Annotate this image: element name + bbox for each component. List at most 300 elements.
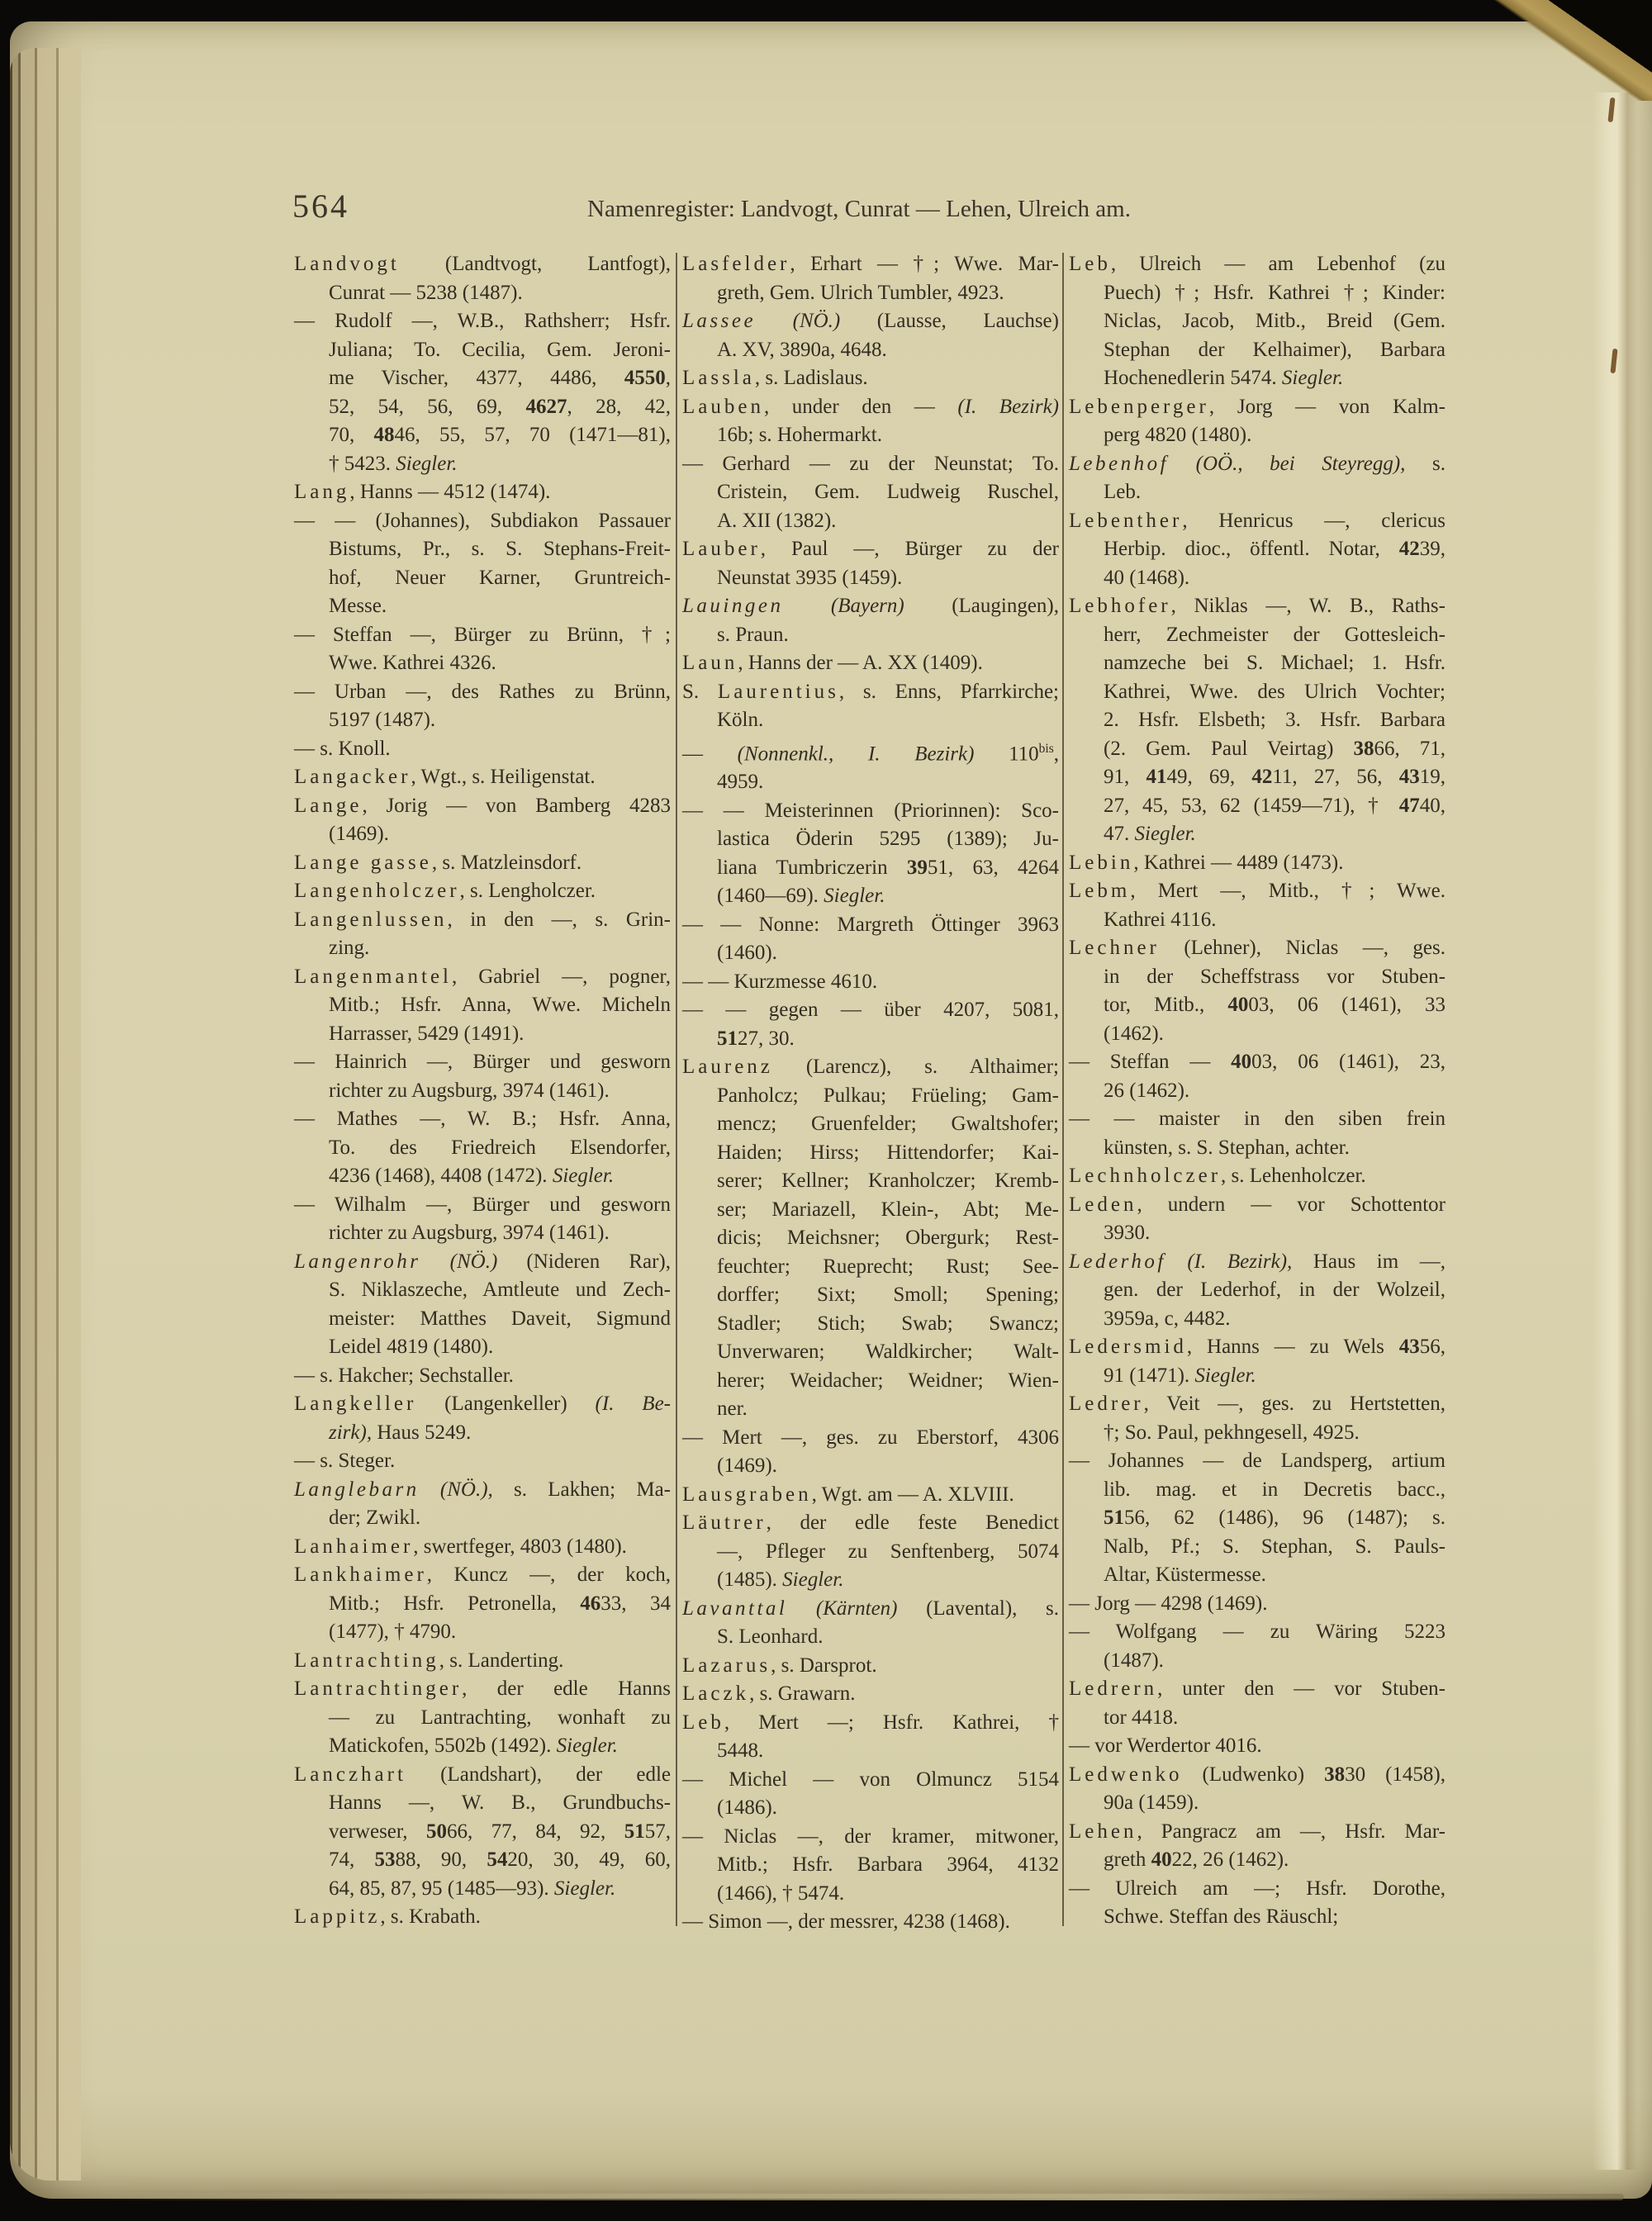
index-line [682, 768, 1059, 797]
text-segment: , Kathrei — 4489 (1473). [1133, 851, 1344, 874]
index-line [1069, 621, 1446, 650]
text-segment: 4550 [624, 367, 666, 389]
text-segment: , in den —, s. Grin- [447, 908, 671, 931]
text-segment: — Johannes — de Landsperg, artium [1069, 1450, 1446, 1472]
text-segment: (Bayern) [783, 595, 904, 617]
text-segment: Siegler. [1281, 367, 1344, 389]
text-segment: (I. Be- [595, 1393, 672, 1415]
text-segment: — s. Hakcher; Sechstaller. [294, 1364, 514, 1387]
index-entry [682, 678, 1059, 735]
text-segment: 52, 54, 56, 69, [329, 395, 526, 418]
text-segment: (1460). [717, 942, 777, 965]
index-line [1069, 1077, 1446, 1106]
text-segment: Ledrer [1069, 1393, 1144, 1415]
page-number: 564 [292, 187, 349, 225]
index-line [682, 1025, 1059, 1054]
text-segment: Wwe. Kathrei 4326. [329, 652, 496, 674]
text-segment: Juliana; To. Cecilia, Gem. Jeroni- [329, 338, 671, 361]
text-segment: (Ludwenko) [1182, 1763, 1325, 1786]
text-segment: (NÖ.), [419, 1478, 493, 1501]
index-line [1069, 1390, 1446, 1419]
photo-dark-background-top [0, 0, 1652, 22]
text-segment: (1466), † 5474. [717, 1882, 845, 1905]
index-line [1069, 1704, 1446, 1733]
index-entry [294, 1476, 671, 1533]
index-line [294, 649, 671, 678]
text-segment: Siegler. [556, 1735, 618, 1757]
text-segment: 38 [1353, 737, 1374, 760]
text-segment: — — gegen — über 4207, 5081, [682, 999, 1059, 1022]
text-segment: , Kuncz —, der koch, [426, 1564, 671, 1586]
text-segment: 66, 77, 84, 92, [446, 1820, 624, 1843]
text-segment: Messe. [329, 595, 387, 617]
text-segment: 53 [374, 1848, 396, 1871]
text-segment: Köln. [717, 709, 764, 731]
text-segment: , swertfeger, 4803 (1480). [413, 1535, 627, 1558]
text-segment: Cristein, Gem. Ludweig Ruschel, [717, 481, 1059, 503]
text-segment: (NÖ.) [420, 1250, 498, 1273]
index-line [294, 1846, 671, 1875]
text-segment: — Hainrich —, Bürger und gesworn [294, 1051, 671, 1073]
text-segment: Lassla [682, 367, 755, 389]
text-segment: feuchter; Rueprecht; Rust; See- [717, 1255, 1059, 1278]
index-line [682, 1595, 1059, 1624]
text-segment: Leb [682, 1711, 724, 1734]
text-segment: 4236 (1468), 4408 (1472). [329, 1165, 553, 1187]
text-segment: Unverwaren; Waldkircher; Walt- [717, 1341, 1059, 1364]
text-segment: Ledersmid [1069, 1336, 1187, 1358]
index-line [1069, 307, 1446, 336]
text-segment: , s. Grawarn. [749, 1682, 856, 1706]
text-segment: 56, 62 (1486), 96 (1487); s. [1124, 1507, 1446, 1529]
index-line [294, 250, 671, 279]
text-segment: — — maister in den siben frein [1069, 1108, 1446, 1130]
index-line [294, 735, 671, 764]
index-line [682, 621, 1059, 650]
text-segment: , Veit —, ges. zu Hertstetten, [1143, 1393, 1446, 1415]
text-segment: A. XII (1382). [717, 509, 837, 532]
index-line [294, 1704, 671, 1733]
text-segment: , s. Landerting. [439, 1649, 564, 1672]
index-line [294, 1447, 671, 1476]
text-segment: , Mert —; Hsfr. Kathrei, † [724, 1711, 1059, 1734]
text-segment: Ledwenko [1069, 1763, 1183, 1786]
index-line [1069, 1675, 1446, 1704]
index-line [294, 336, 671, 365]
index-line [294, 307, 671, 336]
page-stack-edges [10, 48, 81, 2181]
text-segment: , der edle Hanns [462, 1678, 671, 1700]
index-entry [294, 735, 671, 764]
index-line [1069, 592, 1446, 621]
index-line [294, 1048, 671, 1077]
index-line [1069, 1618, 1446, 1647]
text-segment: — Gerhard — zu der Neunstat; To. [682, 452, 1059, 475]
index-line [682, 1908, 1059, 1937]
text-segment: , Paul —, Bürger zu der [760, 538, 1059, 560]
index-line [682, 678, 1059, 707]
text-segment: — — (Johannes), Subdiakon Passauer [294, 509, 671, 532]
index-entry [1069, 1048, 1446, 1105]
text-segment: 91, [1104, 766, 1146, 788]
index-entry [294, 1248, 671, 1362]
text-segment: , s. Ladislaus. [754, 367, 868, 389]
index-entry [682, 1424, 1059, 1481]
text-segment: Langenrohr [294, 1250, 421, 1273]
text-segment: perg 4820 (1480). [1104, 424, 1252, 446]
text-segment: , Jorg — von Kalm- [1208, 395, 1446, 418]
text-segment: — — Kurzmesse 4610. [682, 970, 878, 993]
index-line [294, 706, 671, 735]
text-segment: Puech) †; Hsfr. Kathrei †; Kinder: [1104, 281, 1446, 304]
text-segment: — [682, 742, 738, 765]
index-line [294, 1818, 671, 1847]
text-segment: , Ulreich — am Lebenhof (zu [1110, 253, 1446, 275]
text-segment: 4959. [717, 771, 764, 794]
text-segment: , [665, 367, 671, 389]
index-line [682, 1281, 1059, 1310]
index-line [294, 1675, 671, 1704]
index-entry [294, 877, 671, 906]
text-segment: Leden [1069, 1193, 1137, 1216]
text-segment: 51 [624, 1820, 645, 1843]
index-line [682, 939, 1059, 968]
index-line [1069, 393, 1446, 422]
text-segment: Mitb.; Hsfr. Petronella, [329, 1592, 581, 1615]
index-line [294, 1903, 671, 1932]
index-line [682, 996, 1059, 1025]
text-segment: (Kärnten) [787, 1597, 898, 1620]
index-line [1069, 1305, 1446, 1334]
text-segment: Lazarus [682, 1654, 771, 1677]
text-segment: 57, [644, 1820, 671, 1843]
text-segment: Lappitz [294, 1905, 381, 1928]
text-segment: 48 [373, 424, 395, 446]
text-segment: (2. Gem. Paul Veirtag) [1104, 737, 1354, 760]
text-segment: Siegler. [824, 885, 885, 908]
index-entry [294, 307, 671, 478]
text-segment: Lechnholczer [1069, 1165, 1222, 1187]
index-entry [294, 1191, 671, 1248]
index-entry [682, 592, 1059, 649]
index-line [294, 1077, 671, 1106]
index-line [294, 1305, 671, 1334]
index-line [682, 649, 1059, 678]
index-line [682, 1794, 1059, 1823]
index-line [1069, 1533, 1446, 1562]
text-segment: 43 [1398, 766, 1420, 788]
index-entry [1069, 1675, 1446, 1732]
text-segment: 41 [1146, 766, 1167, 788]
index-line [294, 621, 671, 650]
text-segment: — Niclas —, der kramer, mitwoner, [682, 1825, 1059, 1848]
index-line [1069, 1818, 1446, 1847]
index-line [294, 963, 671, 992]
index-entry [294, 1647, 671, 1676]
index-line [294, 991, 671, 1020]
index-line [682, 393, 1059, 422]
index-entry [294, 792, 671, 849]
index-line [1069, 934, 1446, 963]
text-segment: Neunstat 3935 (1459). [717, 566, 903, 589]
index-line [1069, 877, 1446, 906]
index-entry [294, 849, 671, 878]
index-entry [1069, 1875, 1446, 1932]
index-entry [1069, 1248, 1446, 1334]
index-entry [682, 1766, 1059, 1823]
index-column-1 [294, 250, 671, 1932]
index-line [682, 882, 1059, 911]
binding-crease [1593, 93, 1637, 2170]
index-entry [1069, 1447, 1446, 1590]
text-segment: lastica Öderin 5295 (1389); Ju- [717, 828, 1059, 851]
text-segment: Läutrer [682, 1512, 767, 1535]
text-segment: (Landtvogt, Lantfogt), [399, 253, 671, 275]
text-segment: Ledrern [1069, 1678, 1158, 1700]
text-segment: Haiden; Hirss; Hittendorfer; Kai- [717, 1141, 1059, 1164]
index-line [1069, 1903, 1446, 1932]
text-segment: — vor Werdertor 4016. [1069, 1735, 1262, 1757]
text-segment: Laczk [682, 1682, 750, 1706]
index-line [294, 1219, 671, 1248]
text-segment: Lehen [1069, 1820, 1137, 1843]
text-segment: 40 [1151, 1848, 1172, 1871]
text-segment: Cunrat — 5238 (1487). [329, 281, 523, 304]
text-segment: Siegler. [552, 1165, 615, 1187]
text-segment: 19, [1419, 766, 1446, 788]
text-segment: 03, 06 (1461), 23, [1251, 1051, 1446, 1073]
text-segment: — s. Knoll. [294, 737, 391, 760]
index-line [1069, 820, 1446, 849]
index-entry [682, 1652, 1059, 1681]
index-line [1069, 849, 1446, 878]
text-segment: Lankhaimer [294, 1564, 427, 1586]
index-line [1069, 991, 1446, 1020]
text-segment: 42 [1398, 538, 1420, 560]
text-segment: 110 [974, 742, 1039, 765]
text-segment: meister: Matthes Daveit, Sigmund [329, 1307, 671, 1330]
text-segment: me Vischer, 4377, 4486, [329, 367, 624, 389]
text-segment: greth, Gem. Ulrich Tumbler, 4923. [717, 281, 1004, 304]
text-segment: — Steffan —, Bürger zu Brünn, †; [294, 623, 671, 646]
text-segment: , 28, 42, [567, 395, 671, 418]
text-segment: Lebin [1069, 851, 1134, 874]
index-line [1069, 1276, 1446, 1305]
index-line [682, 1509, 1059, 1538]
text-segment: Lanczhart [294, 1763, 406, 1786]
text-segment: To. des Friedreich Elsendorfer, [329, 1136, 671, 1159]
text-segment: 22, 26 (1462). [1171, 1848, 1289, 1871]
text-segment: (I. Bezirk) [957, 395, 1059, 418]
index-line [682, 1652, 1059, 1681]
text-segment: Langacker [294, 766, 411, 788]
text-segment: 27, 30. [738, 1027, 795, 1050]
text-segment: Lange gasse [294, 851, 432, 874]
index-line [294, 1020, 671, 1049]
index-line [294, 1105, 671, 1134]
text-segment: Leb. [1104, 481, 1142, 503]
index-line [1069, 1875, 1446, 1904]
text-segment: Lederhof [1069, 1250, 1166, 1273]
index-line [294, 279, 671, 308]
index-entry [1069, 250, 1446, 393]
index-entry [682, 1509, 1059, 1595]
text-segment: (1469). [717, 1455, 777, 1478]
index-entry [682, 968, 1059, 997]
text-segment: lib. mag. et in Decretis bacc., [1104, 1478, 1446, 1501]
index-line [682, 1680, 1059, 1709]
index-line [1069, 649, 1446, 678]
index-line [1069, 336, 1446, 365]
text-segment: Siegler. [553, 1877, 616, 1900]
text-segment: Bistums, Pr., s. S. Stephans-Freit- [329, 538, 671, 560]
index-line [294, 393, 671, 422]
index-line [682, 1623, 1059, 1652]
index-line [294, 1162, 671, 1191]
text-segment: , s. Krabath. [380, 1905, 481, 1928]
text-segment: 47 [1398, 794, 1420, 817]
index-entry [1069, 1191, 1446, 1248]
text-segment: Harrasser, 5429 (1491). [329, 1022, 525, 1045]
text-segment: Siegler. [1134, 823, 1196, 845]
index-line [1069, 1732, 1446, 1761]
text-segment: Langenlussen [294, 908, 448, 931]
index-entry [682, 1053, 1059, 1424]
index-line [1069, 1447, 1446, 1476]
index-entry [1069, 592, 1446, 849]
text-segment: †; So. Paul, pekhngesell, 4925. [1104, 1421, 1360, 1444]
text-segment: tor 4418. [1104, 1706, 1179, 1729]
text-segment: , under den — [763, 395, 958, 418]
index-line [1069, 1048, 1446, 1077]
text-segment: S. [682, 680, 718, 703]
index-line [682, 825, 1059, 854]
index-line [1069, 763, 1446, 792]
text-segment: Nalb, Pf.; S. Stephan, S. Pauls- [1104, 1535, 1446, 1558]
index-line [1069, 450, 1446, 479]
text-segment: , Hanns — zu Wels [1186, 1336, 1399, 1358]
index-line [682, 1167, 1059, 1196]
text-segment: , s. Lehenholczer. [1221, 1165, 1366, 1187]
index-line [1069, 564, 1446, 593]
text-segment: (I. Bezirk), [1165, 1250, 1293, 1273]
index-line [294, 1647, 671, 1676]
index-entry [1069, 1761, 1446, 1818]
index-line [294, 1789, 671, 1818]
page-bottom-edge [74, 2194, 1624, 2200]
text-segment: Lasfelder [682, 253, 790, 275]
text-segment: Leidel 4819 (1480). [329, 1336, 494, 1358]
index-entry [294, 1362, 671, 1391]
text-segment: Lebm [1069, 880, 1131, 902]
text-segment: Niclas, Jacob, Mitb., Breid (Gem. [1104, 310, 1446, 332]
index-entry [682, 996, 1059, 1053]
index-line [1069, 507, 1446, 536]
index-line [294, 592, 671, 621]
text-segment: Lauber [682, 538, 761, 560]
text-segment: der; Zwikl. [329, 1507, 421, 1529]
text-segment: — Urban —, des Rathes zu Brünn, [294, 680, 671, 703]
index-entry [1069, 1390, 1446, 1447]
index-entry [294, 478, 671, 507]
text-segment: Mitb.; Hsfr. Anna, Wwe. Micheln [329, 994, 671, 1016]
text-segment: Lang [294, 481, 350, 503]
text-segment: , s. Enns, Pfarrkirche; [838, 680, 1059, 703]
text-segment: Lebenther [1069, 509, 1183, 532]
text-segment: 90a (1459). [1104, 1792, 1199, 1814]
text-segment: , undern — vor Schottentor [1137, 1193, 1446, 1216]
text-segment: , Pangracz am —, Hsfr. Mar- [1137, 1820, 1446, 1843]
index-line [682, 1338, 1059, 1367]
index-line [682, 250, 1059, 279]
index-entry [682, 1481, 1059, 1510]
text-segment: 39, [1419, 538, 1446, 560]
index-line [294, 564, 671, 593]
index-entry [1069, 877, 1446, 934]
index-line [294, 1561, 671, 1590]
text-segment: tor, Mitb., [1104, 994, 1228, 1016]
text-segment: (NÖ.) [756, 310, 841, 332]
text-segment: (Landshart), der edle [406, 1763, 671, 1786]
index-entry [1069, 1105, 1446, 1162]
text-segment: — Jorg — 4298 (1469). [1069, 1592, 1268, 1615]
index-line [294, 1533, 671, 1562]
index-entry [294, 250, 671, 307]
index-line [1069, 1846, 1446, 1875]
text-segment: Mitb.; Hsfr. Barbara 3964, 4132 [717, 1853, 1059, 1877]
text-segment: hof, Neuer Karner, Gruntreich- [329, 566, 671, 589]
text-segment: Altar, Küstermesse. [1104, 1564, 1266, 1586]
index-line [294, 1504, 671, 1533]
text-segment: bis [1038, 741, 1054, 756]
index-line [682, 478, 1059, 507]
index-line [294, 678, 671, 707]
index-line [682, 854, 1059, 883]
index-line [682, 1110, 1059, 1139]
index-entry [682, 649, 1059, 678]
index-entry [1069, 1618, 1446, 1675]
text-segment: (OÖ., bei Steyregg), [1169, 452, 1406, 475]
text-segment: 30 (1458), [1345, 1763, 1446, 1786]
text-segment: 88, 90, [395, 1848, 487, 1871]
text-segment: (Langenkeller) [416, 1393, 596, 1415]
text-segment: 43 [1398, 1336, 1420, 1358]
index-line [682, 1082, 1059, 1111]
text-segment: Herbip. dioc., öffentl. Notar, [1104, 538, 1399, 560]
text-segment: A. XV, 3890a, 4648. [717, 338, 887, 361]
text-segment: , [1053, 742, 1060, 765]
text-segment: — Mathes —, W. B.; Hsfr. Anna, [294, 1108, 671, 1130]
text-segment: (Lausse, Lauchse) [840, 310, 1059, 332]
text-segment: 3959a, c, 4482. [1104, 1307, 1231, 1330]
text-segment: 40 [1227, 994, 1249, 1016]
index-line [682, 421, 1059, 450]
text-segment: (1460—69). [717, 885, 824, 908]
text-segment: , unter den — vor Stuben- [1157, 1678, 1446, 1700]
text-segment: (Larencz), s. Althaimer; [772, 1056, 1059, 1079]
text-segment: (1477), † 4790. [329, 1621, 457, 1643]
text-segment: , Erhart — †; Wwe. Mar- [790, 253, 1059, 275]
index-entry [294, 1105, 671, 1191]
index-line [1069, 706, 1446, 735]
index-line [1069, 279, 1446, 308]
index-line [682, 450, 1059, 479]
text-segment: (1462). [1104, 1022, 1164, 1045]
index-line [1069, 1647, 1446, 1676]
index-entry [294, 906, 671, 963]
text-segment: (1486). [717, 1796, 777, 1820]
index-line [682, 1395, 1059, 1424]
